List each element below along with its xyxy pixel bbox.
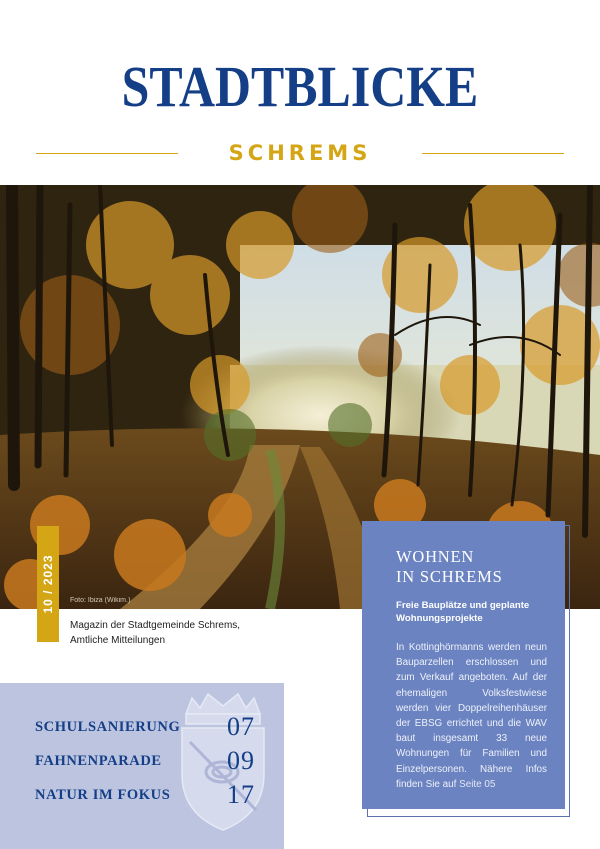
tagline-line-1: Magazin der Stadtgemeinde Schrems, [70,620,241,631]
photo-credit: Foto: Ibiza (Wikim.) [70,597,131,604]
feature-title-line-1: WOHNEN [396,547,475,566]
magazine-title: STADTBLICKE [121,54,479,119]
toc-label: FAHNENPARADE [35,753,162,769]
toc-page: 09 [227,746,255,775]
schrems-coat-of-arms-icon [176,692,270,832]
magazine-subtitle: SCHREMS [228,141,372,165]
subtitle-rule-right [422,153,564,154]
feature-body [396,640,547,792]
toc-label: NATUR IM FOKUS [35,787,171,803]
toc-label: SCHULSANIERUNG [35,719,181,735]
issue-number: 10 / 2023 [41,554,55,614]
feature-title [396,547,547,587]
feature-subtitle: Freie Bauplätze und geplante Wohnungsprojekte [396,600,530,624]
feature-page-link[interactable]: Seite 05 [459,778,496,790]
subtitle-row [36,140,564,166]
feature-body-text: In Kottinghörmanns werden neun Bauparzellen erschlossen und zum Verkauf angeboten. Auf der ehemaligen Volksfestwiese werden vier Doppelreihenhäuser der EBSG errichtet und die WAV baut insgesamt 33 neue Wohnungen für Familien und Einzelpersonen. Nähere Infos finden Sie auf [396,642,547,790]
feature-title-line-2: IN SCHREMS [396,567,503,586]
feature-box [362,521,565,809]
masthead [0,0,600,185]
toc-page: 17 [227,780,255,809]
toc-page: 07 [227,712,255,741]
tagline [70,618,310,648]
tagline-line-2: Amtliche Mitteilungen [70,635,166,646]
